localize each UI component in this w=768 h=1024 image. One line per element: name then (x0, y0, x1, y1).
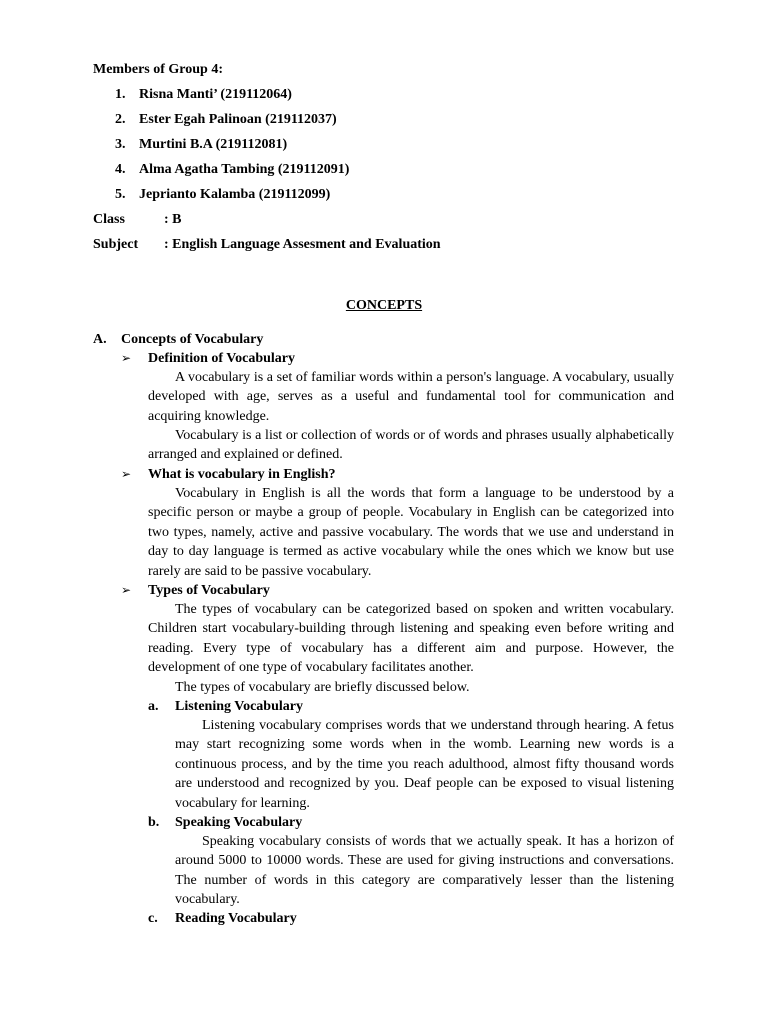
subheading-definition: Definition of Vocabulary (148, 351, 296, 366)
paragraph: Vocabulary is a list or collection of words or of words and phrases usually alphabetically arranged and explained or defined. (148, 428, 674, 463)
item-heading-listening: Listening Vocabulary (175, 699, 303, 714)
paragraph: The types of vocabulary are briefly discussed below. (175, 680, 470, 695)
member-number: 4. (115, 162, 126, 177)
member-item: Murtini B.A (219112081) (139, 137, 288, 152)
paragraph: A vocabulary is a set of familiar words within a person's language. A vocabulary, usually developed with age, serves as a useful and fundamental tool for communication and acquiring knowledge. (148, 370, 674, 424)
member-item: Alma Agatha Tambing (219112091) (139, 162, 350, 177)
section-letter: A. (93, 332, 107, 347)
paragraph: Listening vocabulary comprises words that we understand through hearing. A fetus may start recognizing some words when in the womb. Learning new words is a continuous process, and by the time you reach adulthood, almost fifty thousand words are understood and recognized by you. Deaf people can be exposed to visual listening vocabulary for learning. (175, 718, 674, 811)
paragraph: Vocabulary in English is all the words that form a language to be understood by a specific person or maybe a group of people. Vocabulary in English can be categorized into two types, namely, active and passive vocabulary. The words that we use and understand in day to day language is termed as active vocabulary while the ones which we know but use rarely are said to be passive vocabulary. (148, 486, 674, 579)
subheading-what-is: What is vocabulary in English? (148, 467, 336, 482)
item-heading-speaking: Speaking Vocabulary (175, 815, 303, 830)
member-item: Risna Manti’ (219112064) (139, 87, 292, 102)
members-label: Members of Group 4: (93, 62, 223, 77)
paragraph: Speaking vocabulary consists of words that we actually speak. It has a horizon of around 5000 to 10000 words. These are used for giving instructions and conversations. The number of words in this category are comparatively lesser than the listening vocabulary. (175, 834, 674, 908)
item-letter: a. (148, 699, 159, 714)
class-label: Class (93, 212, 125, 227)
paragraph: The types of vocabulary can be categorized based on spoken and written vocabulary. Children start vocabulary-building through listening and speaking even before writing and reading. Every type of vocabulary has a different aim and purpose. However, the development of one type of vocabulary facilitates another. (148, 602, 674, 676)
arrow-bullet-icon: ➢ (121, 351, 132, 365)
member-item: Ester Egah Palinoan (219112037) (139, 112, 337, 127)
member-number: 1. (115, 87, 126, 102)
section-heading: Concepts of Vocabulary (121, 332, 264, 347)
item-letter: c. (148, 911, 158, 926)
arrow-bullet-icon: ➢ (121, 467, 132, 481)
member-number: 3. (115, 137, 126, 152)
member-item: Jeprianto Kalamba (219112099) (139, 187, 331, 202)
subheading-types: Types of Vocabulary (148, 583, 270, 598)
item-letter: b. (148, 815, 160, 830)
page-title: CONCEPTS (345, 298, 423, 313)
class-value: : B (164, 212, 182, 227)
member-number: 2. (115, 112, 126, 127)
arrow-bullet-icon: ➢ (121, 583, 132, 597)
item-heading-reading: Reading Vocabulary (175, 911, 297, 926)
member-number: 5. (115, 187, 126, 202)
subject-label: Subject (93, 237, 139, 252)
subject-value: : English Language Assesment and Evaluation (164, 237, 441, 252)
